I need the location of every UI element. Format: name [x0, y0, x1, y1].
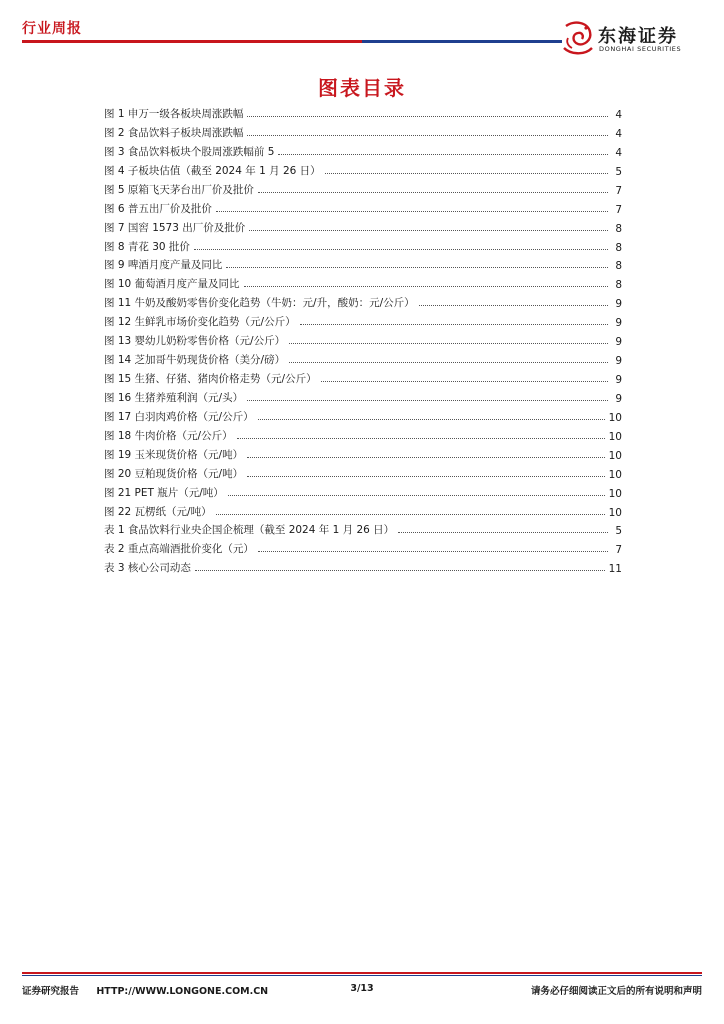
figure-toc-entry[interactable]: [104, 481, 622, 500]
dot-leader: [258, 418, 605, 420]
dot-leader: [247, 399, 608, 401]
footer-left: [22, 983, 282, 997]
dot-leader: [228, 494, 605, 496]
figure-toc-entry-page-number: 9: [615, 336, 622, 349]
figure-toc-entry-label: 图 18 牛肉价格（元/公斤）: [104, 429, 233, 442]
report-type-tag: 行业周报: [22, 21, 82, 37]
header-divider-red: [22, 40, 362, 43]
dot-leader: [247, 134, 608, 136]
dot-leader: [216, 513, 605, 515]
dot-leader: [195, 569, 605, 571]
table-toc-entry-page-number: 11: [608, 562, 622, 575]
figure-toc-entry-page-number: 10: [608, 411, 622, 424]
dot-leader: [289, 342, 608, 344]
figure-toc-entry[interactable]: [104, 178, 622, 197]
figure-toc-entry-page-number: 10: [608, 506, 622, 519]
figure-toc-entry-label: 图 21 PET 瓶片（元/吨）: [104, 486, 224, 499]
figure-toc-entry-label: 图 10 葡萄酒月度产量及同比: [104, 278, 240, 291]
figure-toc-entry-label: 图 16 生猪养殖利润（元/头）: [104, 392, 244, 404]
footer-divider-red: [22, 972, 702, 974]
dot-leader: [398, 531, 608, 533]
figure-toc-entry-label: 图 3 食品饮料板块个股周涨跌幅前 5: [104, 145, 275, 158]
dot-leader: [321, 380, 608, 382]
logo-chinese-name: 东海证券: [598, 26, 678, 47]
figure-toc-entry[interactable]: [104, 235, 622, 254]
figure-toc-entry-page-number: 10: [608, 468, 622, 481]
figure-toc-entry-label: 图 6 普五出厂价及批价: [104, 202, 212, 215]
table-toc-entry[interactable]: [104, 537, 622, 556]
figure-toc-entry-page-number: 10: [608, 430, 622, 443]
figure-toc-entry-label: 图 22 瓦楞纸（元/吨）: [104, 505, 212, 518]
header-divider-blue: [362, 40, 562, 43]
figure-toc-entry[interactable]: [104, 462, 622, 481]
dot-leader: [247, 456, 605, 458]
figure-toc-entry-page-number: 9: [615, 298, 622, 311]
figure-toc-entry[interactable]: [104, 254, 622, 273]
figure-toc-entry-label: 图 8 青花 30 批价: [104, 240, 190, 253]
footer-divider-blue: [22, 975, 702, 976]
dot-leader: [300, 323, 608, 325]
figure-toc-entry-page-number: 8: [615, 279, 622, 292]
figure-toc-entry[interactable]: [104, 367, 622, 386]
dot-leader: [258, 191, 608, 193]
figure-toc-entry[interactable]: [104, 443, 622, 462]
figure-toc-entry[interactable]: [104, 424, 622, 443]
table-toc-entry-page-number: 5: [615, 524, 622, 537]
table-list: [104, 518, 622, 575]
figure-toc-entry-label: 图 13 婴幼儿奶粉零售价格（元/公斤）: [104, 335, 286, 348]
dot-leader: [244, 285, 608, 287]
table-toc-entry-label: 表 1 食品饮料行业央企国企梳理（截至 2024 年 1 月 26 日）: [104, 523, 395, 536]
dragon-logo-icon: [560, 18, 596, 58]
figure-toc-entry[interactable]: [104, 386, 622, 405]
page-title: 图表目录: [318, 76, 406, 100]
table-toc-entry-page-number: 7: [615, 543, 622, 556]
figure-toc-entry-label: 图 2 食品饮料子板块周涨跌幅: [104, 126, 244, 139]
figure-toc-entry-page-number: 9: [615, 355, 622, 368]
figure-toc-entry-label: 图 14 芝加哥牛奶现货价格（美分/磅）: [104, 354, 286, 367]
figure-toc-entry-page-number: 4: [615, 146, 622, 159]
figure-toc-entry-label: 图 5 原箱飞天茅台出厂价及批价: [104, 183, 254, 196]
figure-toc-entry-page-number: 8: [615, 222, 622, 235]
footer-url-link[interactable]: HTTP://WWW.LONGONE.COM.CN: [96, 986, 269, 997]
figure-toc-entry[interactable]: [104, 102, 622, 121]
figure-toc-entry[interactable]: [104, 291, 622, 310]
figure-toc-entry-page-number: 4: [615, 108, 622, 121]
figure-toc-entry[interactable]: [104, 348, 622, 367]
dot-leader: [278, 153, 608, 155]
footer-report-type: 证券研究报告: [22, 986, 80, 997]
footer-disclaimer: 请务必仔细阅读正文后的所有说明和声明: [530, 986, 702, 997]
figure-toc-entry-label: 图 20 豆粕现货价格（元/吨）: [104, 467, 244, 480]
figure-toc-entry-page-number: 9: [615, 374, 622, 387]
dot-leader: [194, 248, 608, 250]
figure-toc-entry-page-number: 8: [615, 260, 622, 273]
figure-toc-entry-page-number: 9: [615, 393, 622, 405]
dot-leader: [419, 304, 608, 306]
figure-toc-entry-page-number: 10: [608, 487, 622, 500]
figure-toc-entry[interactable]: [104, 140, 622, 159]
figure-toc-entry-label: 图 17 白羽肉鸡价格（元/公斤）: [104, 410, 254, 423]
figure-toc-entry-label: 图 4 子板块估值（截至 2024 年 1 月 26 日）: [104, 164, 321, 177]
figure-toc-entry[interactable]: [104, 329, 622, 348]
figure-toc-entry-page-number: 9: [615, 317, 622, 330]
dot-leader: [258, 550, 608, 552]
dot-leader: [226, 266, 608, 268]
dot-leader: [289, 361, 608, 363]
table-toc-entry-label: 表 3 核心公司动态: [104, 561, 191, 574]
figure-toc-entry-label: 图 1 申万一级各板块周涨跌幅: [104, 107, 244, 120]
table-toc-entry[interactable]: [104, 556, 622, 575]
figure-toc-entry-label: 图 12 生鲜乳市场价变化趋势（元/公斤）: [104, 316, 296, 329]
company-logo: [560, 18, 710, 58]
figure-toc-entry-page-number: 5: [615, 165, 622, 178]
figure-toc-entry[interactable]: [104, 272, 622, 291]
dot-leader: [249, 229, 608, 231]
figure-toc-entry[interactable]: [104, 121, 622, 140]
figure-toc-entry-label: 图 15 生猪、仔猪、猪肉价格走势（元/公斤）: [104, 373, 317, 386]
page-indicator: 3/13: [350, 983, 374, 994]
table-toc-entry[interactable]: [104, 518, 622, 537]
figure-toc-entry-label: 图 11 牛奶及酸奶零售价变化趋势（牛奶：元/升，酸奶：元/公斤）: [104, 297, 415, 310]
dot-leader: [247, 115, 608, 117]
dot-leader: [247, 475, 605, 477]
figure-toc-entry-page-number: 7: [615, 184, 622, 197]
figure-toc-entry[interactable]: [104, 500, 622, 519]
figure-toc-entry[interactable]: [104, 197, 622, 216]
dot-leader: [325, 172, 608, 174]
figure-toc-entry[interactable]: [104, 405, 622, 424]
figure-toc-entry[interactable]: [104, 310, 622, 329]
figure-toc-entry[interactable]: [104, 216, 622, 235]
figure-toc-entry-page-number: 7: [615, 203, 622, 216]
figure-toc-entry-label: 图 9 啤酒月度产量及同比: [104, 259, 223, 272]
figure-toc-entry[interactable]: [104, 159, 622, 178]
figure-toc-entry-page-number: 4: [615, 127, 622, 140]
figure-list: [104, 102, 622, 519]
table-toc-entry-label: 表 2 重点高端酒批价变化（元）: [104, 542, 254, 555]
figure-toc-entry-page-number: 8: [615, 241, 622, 254]
logo-english-name: DONGHAI SECURITIES: [599, 45, 682, 53]
dot-leader: [216, 210, 608, 212]
figure-toc-entry-label: 图 19 玉米现货价格（元/吨）: [104, 448, 244, 461]
figure-toc-entry-page-number: 10: [608, 449, 622, 462]
dot-leader: [237, 437, 605, 439]
figure-toc-entry-label: 图 7 国窖 1573 出厂价及批价: [104, 221, 246, 234]
